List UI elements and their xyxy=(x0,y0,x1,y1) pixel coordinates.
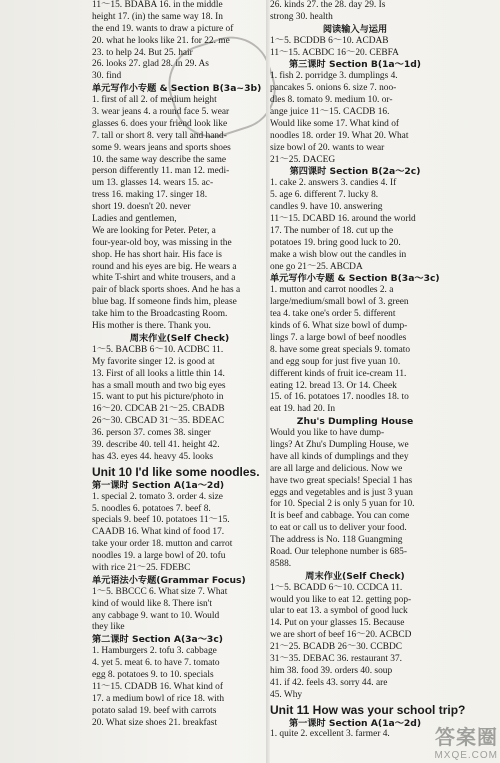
answer-line: potatoes 19. bring good luck to 20. xyxy=(270,237,401,248)
answer-line: eat 19. had 20. In xyxy=(270,404,336,415)
answer-line: have all kinds of dumplings and they xyxy=(270,451,409,462)
answer-line: tea 4. take one's order 5. different xyxy=(270,309,396,320)
section-heading: 周末作业(Self Check) xyxy=(129,332,230,344)
answer-line: has a small mouth and two big eyes xyxy=(92,380,226,391)
answer-line: Ladies and gentlemen, xyxy=(92,214,177,225)
answer-line: pair of black sports shoes. And he has a xyxy=(92,285,241,296)
answer-line: 10. the same way describe the same xyxy=(92,154,227,165)
section-heading: 第四课时 Section B(2a～2c) xyxy=(289,166,421,178)
answer-line: noodles 18. order 19. What 20. What xyxy=(270,130,409,141)
section-heading: Zhu's Dumpling House xyxy=(296,416,414,428)
answer-line: 11～15. ACBDC 16～20. CEBFA xyxy=(270,47,399,58)
section-heading: 第一课时 Section A(1a～2d) xyxy=(92,479,225,491)
answer-line: four-year-old boy, was missing in the xyxy=(92,237,232,248)
answer-line: to eat or call us to deliver your food. xyxy=(270,523,407,534)
answer-line: 7. tall or short 8. very tall and hand- xyxy=(92,130,227,141)
answer-line: take your order 18. mutton and carrot xyxy=(92,539,233,550)
answer-line: 5. age 6. different 7. lucky 8. xyxy=(270,190,379,201)
answer-line: we are short of beef 16～20. ACBCD xyxy=(270,630,412,641)
answer-line: pancakes 5. onions 6. size 7. noo- xyxy=(270,83,397,94)
answer-line: blue bag. If someone finds him, please xyxy=(92,297,237,308)
answer-line: noodles 19. a large bowl of 20. tofu xyxy=(92,551,226,562)
answer-line: 21～25. BCADB 26～30. CCBDC xyxy=(270,642,403,653)
answer-line: 23. to help 24. But 25. hair xyxy=(92,47,193,58)
answer-line: 14. Put on your glasses 15. Because xyxy=(270,618,405,629)
answer-line: 4. yet 5. meat 6. to have 7. tomato xyxy=(92,658,220,669)
answer-line: and egg soup for just five yuan 10. xyxy=(270,356,401,367)
answer-line: tress 16. making 17. singer 18. xyxy=(92,190,208,201)
answer-line: lings? At Zhu's Dumpling House, we xyxy=(270,439,409,450)
answer-line: 1～5. BBCCC 6. What size 7. What xyxy=(92,586,228,597)
unit-title: Unit 10 I'd like some noodles. xyxy=(92,464,260,479)
answer-line: 1. first of all 2. of medium height xyxy=(92,95,217,106)
answer-line: eggs and vegetables and is just 3 yuan xyxy=(270,487,413,498)
section-heading: 周末作业(Self Check) xyxy=(305,570,405,582)
answer-line: has 43. eyes 44. heavy 45. looks xyxy=(92,451,214,462)
answer-line: lings 7. a large bowl of beef noodles xyxy=(270,332,407,343)
answer-line: 11～15. CDADB 16. What kind of xyxy=(92,681,223,692)
answer-line: 1. quite 2. excellent 3. farmer 4. xyxy=(270,729,390,740)
answer-line: 1. cake 2. answers 3. candies 4. If xyxy=(270,178,397,189)
answer-line: are all large and delicious. Now we xyxy=(270,463,403,474)
answer-line: 26. kinds 27. the 28. day 29. Is xyxy=(270,0,386,10)
answer-line: they like xyxy=(92,622,125,633)
answer-line: 26. looks 27. glad 28. in 29. As xyxy=(92,59,209,70)
answer-line: egg 8. potatoes 9. to 10. specials xyxy=(92,669,214,680)
answer-line: make a wish blow out the candles in xyxy=(270,249,407,260)
answer-line: would you like to eat 12. getting pop- xyxy=(270,594,412,605)
answer-line: 30. find xyxy=(92,71,122,82)
left-answer-column xyxy=(92,0,267,763)
answer-line: shop. He has short hair. His face is xyxy=(92,249,222,260)
answer-line: 15. want to put his picture/photo in xyxy=(92,392,224,403)
answer-line: 1～5. BCDDB 6～10. ACDAB xyxy=(270,35,389,46)
answer-line: 5. noodles 6. potatoes 7. beef 8. xyxy=(92,503,211,514)
section-heading: 单元写作小专题 & Section B(3a~3b) xyxy=(92,83,262,95)
answer-line: dles 8. tomato 9. medium 10. or- xyxy=(270,95,393,106)
answer-line: strong 30. health xyxy=(270,11,333,22)
answer-line: 15. of 16. potatoes 17. noodles 18. to xyxy=(270,392,409,403)
answer-line: 39. describe 40. tell 41. height 42. xyxy=(92,439,220,450)
answer-line: 11～15. DCABD 16. around the world xyxy=(270,214,416,225)
answer-line: Road. Our telephone number is 685- xyxy=(270,546,407,557)
answer-line: him 38. food 39. orders 40. soup xyxy=(270,665,393,676)
answer-line: size bowl of 20. wants to wear xyxy=(270,142,385,153)
answer-line: glasses 6. does your friend look like xyxy=(92,118,228,129)
answer-line: 3. wear jeans 4. a round face 5. wear xyxy=(92,107,230,118)
watermark xyxy=(434,721,498,761)
answer-line: 41. if 42. feels 43. sorry 44. are xyxy=(270,677,388,688)
answer-line: specials 9. beef 10. potatoes 11～15. xyxy=(92,515,230,526)
answer-line: 1～5. BACBB 6～10. ACDBC 11. xyxy=(92,344,224,355)
answer-line: the end 19. wants to draw a picture of xyxy=(92,23,234,34)
answer-line: 16～20. CDCAB 21～25. CBADB xyxy=(92,404,225,415)
answer-line: round and his eyes are big. He wears a xyxy=(92,261,237,272)
answer-line: ange juice 11～15. CACDB 16. xyxy=(270,107,390,118)
section-heading: 阅读输入与运用 xyxy=(322,23,388,35)
section-heading: 第三课时 Section B(1a～1d) xyxy=(289,59,421,71)
answer-line: large/medium/small bowl of 3. green xyxy=(270,297,409,308)
unit-title: Unit 11 How was your school trip? xyxy=(270,702,466,717)
answer-line: The address is No. 118 Guangming xyxy=(270,535,403,546)
answer-line: We are looking for Peter. Peter, a xyxy=(92,225,216,236)
watermark-brand: 答案圈 xyxy=(435,727,498,749)
answer-line: My favorite singer 12. is good at xyxy=(92,356,215,367)
watermark-domain: MXQE.COM xyxy=(434,750,498,761)
answer-line: different kinds of fruit ice-cream 11. xyxy=(270,368,407,379)
answer-line: um 13. glasses 14. wears 15. ac- xyxy=(92,178,214,189)
answer-line: 1～5. BCADD 6～10. CCDCA 11. xyxy=(270,582,403,593)
answer-line: 31～35. DEBAC 36. restaurant 37. xyxy=(270,653,403,664)
answer-line: 11～15. BDABA 16. in the middle xyxy=(92,0,223,10)
answer-line: candles 9. have 10. answering xyxy=(270,202,383,213)
answer-line: 45. Why xyxy=(270,689,303,700)
answer-line: any cabbage 9. want to 10. Would xyxy=(92,610,220,621)
answer-line: for 10. Special 2 is only 5 yuan for 10. xyxy=(270,499,415,510)
answer-line: Would like some 17. What kind of xyxy=(270,118,400,129)
answer-line: height 17. (in) the same way 18. In xyxy=(92,11,223,22)
section-heading: 第一课时 Section A(1a～2d) xyxy=(288,717,422,729)
answer-line: kind of would like 8. There isn't xyxy=(92,598,212,609)
section-heading: 第二课时 Section A(3a～3c) xyxy=(92,634,223,646)
answer-line: 1. fish 2. porridge 3. dumplings 4. xyxy=(270,71,398,82)
answer-line: 17. The number of 18. cut up the xyxy=(270,225,393,236)
answer-line: 1. mutton and carrot noodles 2. a xyxy=(270,285,394,296)
answer-line: some 9. wears jeans and sports shoes xyxy=(92,142,231,153)
answer-line: 36. person 37. comes 38. singer xyxy=(92,428,211,439)
answer-line: 17. a medium bowl of rice 18. with xyxy=(92,693,225,704)
answer-line: 21～25. DACEG xyxy=(270,154,336,165)
section-heading: 单元语法小专题(Grammar Focus) xyxy=(92,574,246,586)
answer-line: 8588. xyxy=(270,558,292,569)
answer-line: short 19. doesn't 20. never xyxy=(92,202,191,213)
answer-line: 1. special 2. tomato 3. order 4. size xyxy=(92,491,223,502)
answer-line: 20. What size shoes 21. breakfast xyxy=(92,717,218,728)
answer-line: with rice 21～25. FDEBC xyxy=(92,562,191,573)
section-heading: 单元写作小专题 & Section B(3a～3c) xyxy=(270,273,440,285)
answer-line: 13. First of all looks a little thin 14. xyxy=(92,368,225,379)
answer-line: eating 12. bread 13. Or 14. Cheek xyxy=(270,380,397,391)
answer-line: 26～30. CBCAD 31～35. BDEAC xyxy=(92,416,225,427)
answer-line: ular to eat 13. a symbol of good luck xyxy=(270,606,408,617)
answer-line: His mother is there. Thank you. xyxy=(92,321,211,332)
answer-line: take him to the Broadcasting Room. xyxy=(92,309,228,320)
answer-line: 20. what he looks like 21. for 22. me xyxy=(92,35,230,46)
answer-line: CAADB 16. What kind of food 17. xyxy=(92,527,225,538)
answer-line: one go 21～25. ABCDA xyxy=(270,261,363,272)
answer-line: kinds of 6. What size bowl of dump- xyxy=(270,321,408,332)
answer-line: white T-shirt and white trousers, and a xyxy=(92,273,236,284)
answer-line: 8. have some great specials 9. tomato xyxy=(270,344,411,355)
answer-line: Would you like to have dump- xyxy=(270,428,385,439)
answer-line: 1. Hamburgers 2. tofu 3. cabbage xyxy=(92,646,217,657)
answer-line: person differently 11. man 12. medi- xyxy=(92,166,230,177)
answer-line: It is beef and cabbage. You can come xyxy=(270,511,410,522)
answer-line: potato salad 19. beef with carrots xyxy=(92,705,217,716)
answer-line: have two great specials! Special 1 has xyxy=(270,475,413,486)
